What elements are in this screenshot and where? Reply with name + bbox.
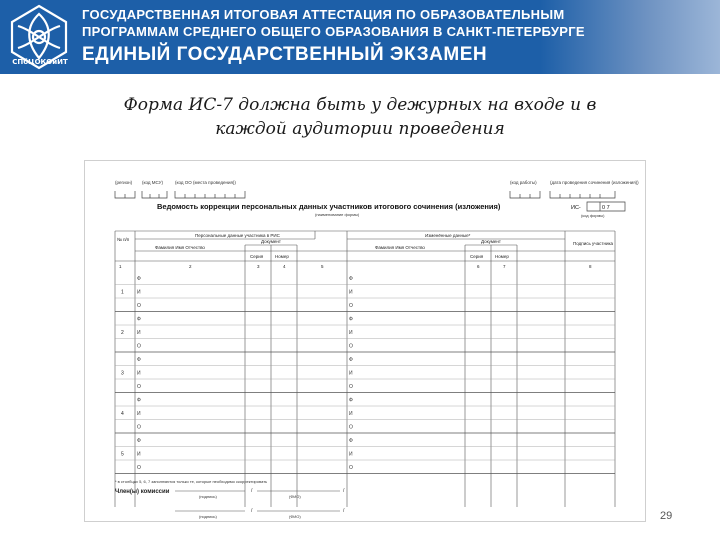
page-number: 29 — [660, 510, 673, 522]
col-index-8: 8 — [589, 264, 592, 269]
fio-letter-right: И — [349, 451, 353, 458]
slide-title-line-2: каждой аудитории проведения — [215, 119, 505, 139]
sig-label-1: (подпись) — [199, 494, 217, 499]
doc-left: Документ — [261, 239, 281, 244]
fio-letter-left: О — [137, 384, 141, 390]
fio-label-2: (ФИО) — [289, 514, 301, 519]
commission-label: Член(ы) комиссии — [115, 489, 170, 495]
fio-letter-left: И — [137, 289, 141, 296]
form-ic-number: 0 7 — [602, 205, 610, 211]
sig-slash-3: / — [251, 508, 253, 514]
signature-header: Подпись участника — [573, 241, 614, 246]
fio-letter-right: Ф — [349, 357, 353, 363]
logo-text: СПбЦОКОиИТ — [12, 58, 68, 66]
fio-letter-right: О — [349, 303, 353, 309]
fio-letter-right: И — [349, 330, 353, 336]
form-ic-code-label: (код формы) — [581, 213, 605, 218]
fio-letter-left: Ф — [137, 357, 141, 363]
label-mcu: (код МСУ) — [142, 180, 164, 185]
fio-right: Фамилия Имя Отчество — [375, 245, 425, 250]
sig-slash-2: / — [343, 488, 345, 494]
row-number: 5 — [121, 451, 124, 458]
group-left: Персональные данные участника в РИС — [195, 233, 280, 238]
fio-letter-left: О — [137, 424, 141, 431]
table-rows — [115, 276, 615, 474]
fio-letter-left: О — [137, 303, 141, 309]
doc-right: Документ — [481, 239, 501, 244]
form-ic-label: ИС- — [571, 205, 581, 211]
fio-letter-right: И — [349, 370, 353, 377]
col-num: № п/п — [117, 237, 130, 242]
fio-letter-left: И — [137, 330, 141, 336]
col-index-6: 6 — [477, 264, 480, 269]
col-index-4: 4 — [283, 264, 286, 269]
fio-letter-right: Ф — [349, 397, 353, 404]
row-number: 2 — [121, 330, 124, 336]
sig-slash-4: / — [343, 508, 345, 514]
header-line-3: ЕДИНЫЙ ГОСУДАРСТВЕННЫЙ ЭКЗАМЕН — [82, 44, 488, 65]
row-number: 1 — [121, 289, 124, 296]
slide-title-line-1: Форма ИС-7 должна быть у дежурных на входе и в — [123, 95, 597, 115]
label-oo: (код ОО (места проведения)) — [175, 180, 236, 185]
number-right: Номер — [495, 254, 509, 259]
fio-letter-right: О — [349, 343, 353, 350]
col-index-2: 2 — [189, 264, 192, 269]
label-date: (дата проведения сочинения (изложения)) — [550, 180, 639, 185]
number-left: Номер — [275, 254, 289, 259]
fio-letter-right: И — [349, 289, 353, 296]
slide-title — [40, 93, 680, 141]
fio-letter-left: И — [137, 370, 141, 377]
group-right: Изменённые данные* — [425, 233, 471, 238]
fio-left: Фамилия Имя Отчество — [155, 245, 205, 250]
fio-letter-left: О — [137, 343, 141, 350]
fio-letter-right: О — [349, 424, 353, 431]
label-work-code: (код работы) — [510, 180, 537, 185]
form-subtitle: (наименование формы) — [315, 212, 360, 217]
form-title: Ведомость коррекции персональных данных участников итогового сочинения (изложения) — [157, 202, 501, 211]
form-footnote: * в столбцах 5, 6, 7 заполняются только те, которые необходимо скорректировать — [115, 479, 268, 484]
col-index-1: 1 — [119, 264, 122, 269]
column-indices — [119, 264, 592, 269]
table-header-lines — [115, 231, 615, 507]
label-region: (регион) — [115, 180, 133, 185]
fio-letter-right: О — [349, 384, 353, 390]
fio-letter-left: И — [137, 411, 141, 417]
header-banner — [0, 0, 720, 74]
sig-label-2: (подпись) — [199, 514, 217, 519]
series-right: Серия — [470, 254, 484, 259]
fio-letter-right: Ф — [349, 316, 353, 323]
fio-label-1: (ФИО) — [289, 494, 301, 499]
form-is7-image — [84, 160, 646, 522]
fio-letter-right: О — [349, 465, 353, 471]
fio-letter-right: Ф — [349, 276, 353, 282]
col-index-7: 7 — [503, 264, 506, 269]
col-index-5: 5 — [321, 264, 324, 269]
sig-slash-1: / — [251, 488, 253, 494]
row-number: 3 — [121, 370, 124, 377]
fio-letter-left: Ф — [137, 397, 141, 404]
fio-letter-left: Ф — [137, 276, 141, 282]
fio-letter-right: Ф — [349, 438, 353, 444]
header-line-1: ГОСУДАРСТВЕННАЯ ИТОГОВАЯ АТТЕСТАЦИЯ ПО ОБРАЗОВАТЕЛЬНЫМ — [82, 7, 565, 22]
fio-letter-left: Ф — [137, 438, 141, 444]
col-index-3: 3 — [257, 264, 260, 269]
row-number: 4 — [121, 411, 124, 417]
header-line-2: ПРОГРАММАМ СРЕДНЕГО ОБЩЕГО ОБРАЗОВАНИЯ В САНКТ-ПЕТЕРБУРГЕ — [82, 24, 585, 39]
fio-letter-left: Ф — [137, 316, 141, 323]
form-is7-drawing — [85, 161, 645, 521]
fio-letter-right: И — [349, 411, 353, 417]
fio-letter-left: О — [137, 465, 141, 471]
fio-letter-left: И — [137, 451, 141, 458]
series-left: Серия — [250, 254, 264, 259]
